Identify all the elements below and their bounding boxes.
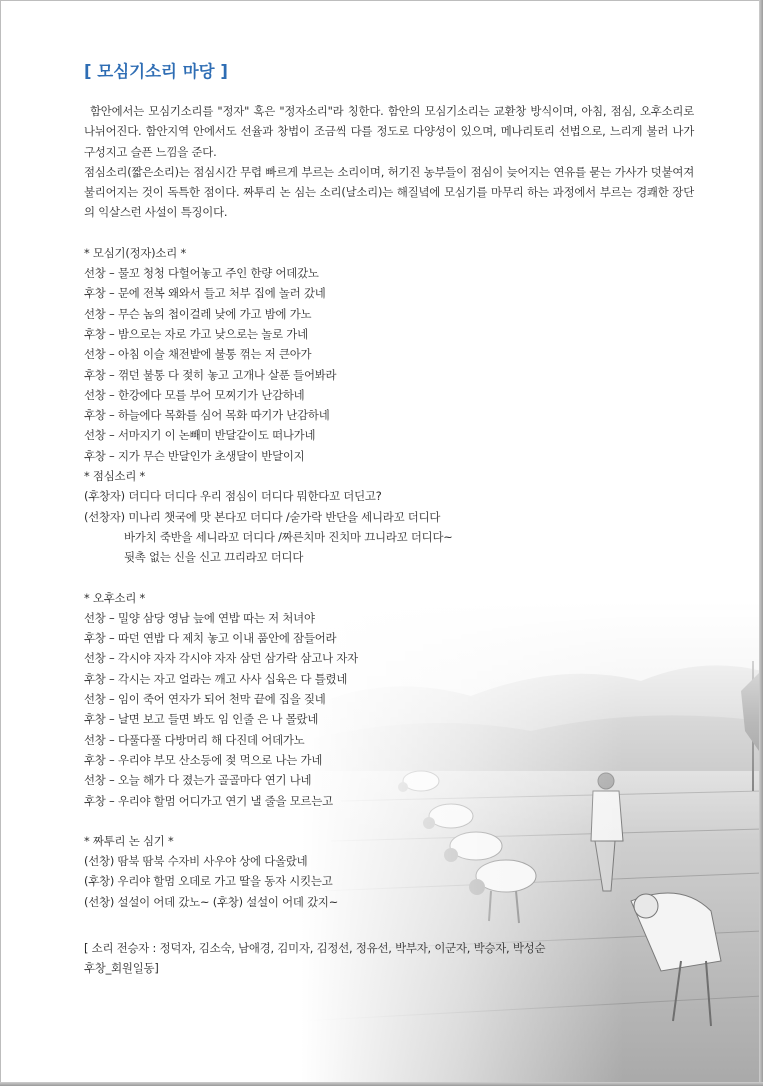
lyric-line: 후창 – 지가 무슨 반달인가 초생달이 반달이지 — [84, 448, 305, 463]
lyric-line: 후창 – 문에 전복 왜와서 들고 처부 집에 놀러 갔네 — [84, 286, 326, 301]
lyric-line: 선창 – 무슨 놈의 첩이걸레 낮에 가고 밤에 가노 — [84, 306, 312, 321]
credits-line: 후창_회원일동] — [84, 961, 159, 976]
lyric-line: (후창) 우리야 할멈 오데로 가고 딸을 동자 시킷는고 — [84, 874, 333, 889]
lyric-line: 선창 – 물꼬 청청 다헐어놓고 주인 한량 어데갔노 — [84, 266, 319, 281]
lyric-line: (후창자) 더디다 더디다 우리 점심이 더디다 뭐한다꼬 더딘고? — [84, 489, 382, 504]
lyric-line: (선창) 땀북 땀북 수자비 사우야 상에 다올랐네 — [84, 854, 308, 869]
section-heading: * 점심소리 * — [84, 469, 146, 484]
page-edge-bottom — [0, 1082, 763, 1086]
document-body — [84, 59, 694, 979]
intro-paragraph-1: 함안에서는 모심기소리를 "정자" 혹은 "정자소리"라 칭한다. 함안의 모심기소리는 교환창 방식이며, 아침, 점심, 오후소리로 나뉘어진다. 함안지역 안에서도 선율과 창법이 조금씩 다를 정도로 다양성이 있으며, 메나리토리 선법으로, 느리게 불러 나가 구성지고 슬픈 느낌을 준다. — [84, 104, 694, 159]
lyric-line: (선창) 설설이 어데 갔노~ (후창) 설설이 어데 갔지~ — [84, 894, 339, 909]
page-edge-right — [759, 0, 763, 1086]
lyric-line: 후창 – 꺾던 불통 다 젖히 놓고 고개나 살푼 들어봐라 — [84, 367, 337, 382]
lyric-line: 선창 – 밀양 삼당 영남 늪에 연밥 따는 저 처녀야 — [84, 610, 315, 625]
lyric-line: 후창 – 각시는 자고 얼라는 깨고 사사 십육은 다 틀렸네 — [84, 671, 348, 686]
intro-paragraph-2: 점심소리(짧은소리)는 점심시간 무렵 빠르게 부르는 소리이며, 허기진 농부들이 점심이 늦어지는 연유를 묻는 가사가 덧붙여져 불리어지는 것이 독특한 점이다. 짜투리 논 심는 소리(날소리)는 해질녘에 모심기를 마무리 하는 과정에서 부르는 경쾌한 장단의 익살스런 사설이 특징이다. — [84, 164, 694, 220]
lyric-line: 후창 – 따던 연밥 다 제치 놓고 이내 품안에 잠들어라 — [84, 631, 337, 646]
lyric-line: 선창 – 서마지기 이 논빼미 반달같이도 떠나가네 — [84, 428, 316, 443]
section-heading: * 모심기(정자)소리 * — [84, 245, 186, 260]
lyric-line: 선창 – 임이 죽어 연자가 되어 천막 끝에 집을 짖네 — [84, 692, 326, 707]
lyric-line: 바가치 죽반을 세니라꼬 더디다 /짜른치마 진치마 끄니라꼬 더디다~ — [124, 529, 453, 544]
lyric-line: 선창 – 각시야 자자 각시야 자자 삼던 삼가락 삼고나 자자 — [84, 651, 358, 666]
lyric-line: (선창자) 미나리 챗국에 맛 본다꼬 더디다 /숟가락 반단을 세니라꼬 더디다 — [84, 509, 441, 524]
lyric-line: 후창 – 하늘에다 목화를 심어 목화 따기가 난감하네 — [84, 408, 330, 423]
lyric-line: 후창 – 밤으로는 자로 가고 낮으로는 놀로 가네 — [84, 326, 308, 341]
lyric-line: 후창 – 우리야 부모 산소등에 젖 먹으로 나는 가네 — [84, 752, 323, 767]
lyric-line: 선창 – 아침 이슬 채전밭에 불통 꺾는 저 큰아가 — [84, 347, 312, 362]
lyric-line: 선창 – 다풀다풀 다방머리 해 다진데 어데가노 — [84, 732, 305, 747]
section-heading: * 오후소리 * — [84, 590, 146, 605]
lyric-line: 뒷촉 없는 신을 신고 끄리라꼬 더디다 — [124, 550, 304, 565]
page-title: [ 모심기소리 마당 ] — [84, 62, 228, 81]
lyric-line: 후창 – 우리야 할멈 어디가고 연기 낼 줄을 모르는고 — [84, 793, 333, 808]
credits-line: [ 소리 전승자 : 정덕자, 김소숙, 남애경, 김미자, 김정선, 정유선, 박부자, 이군자, 박승자, 박성순 — [84, 940, 546, 955]
lyric-line: 후창 – 날면 보고 들면 봐도 임 인줄 은 나 몰랐네 — [84, 712, 319, 727]
section-heading: * 짜투리 논 심기 * — [84, 833, 174, 848]
lyric-line: 선창 – 오늘 해가 다 졌는가 골골마다 연기 나네 — [84, 773, 312, 788]
lyric-line: 선창 – 한강에다 모를 부어 모찌기가 난감하네 — [84, 387, 305, 402]
